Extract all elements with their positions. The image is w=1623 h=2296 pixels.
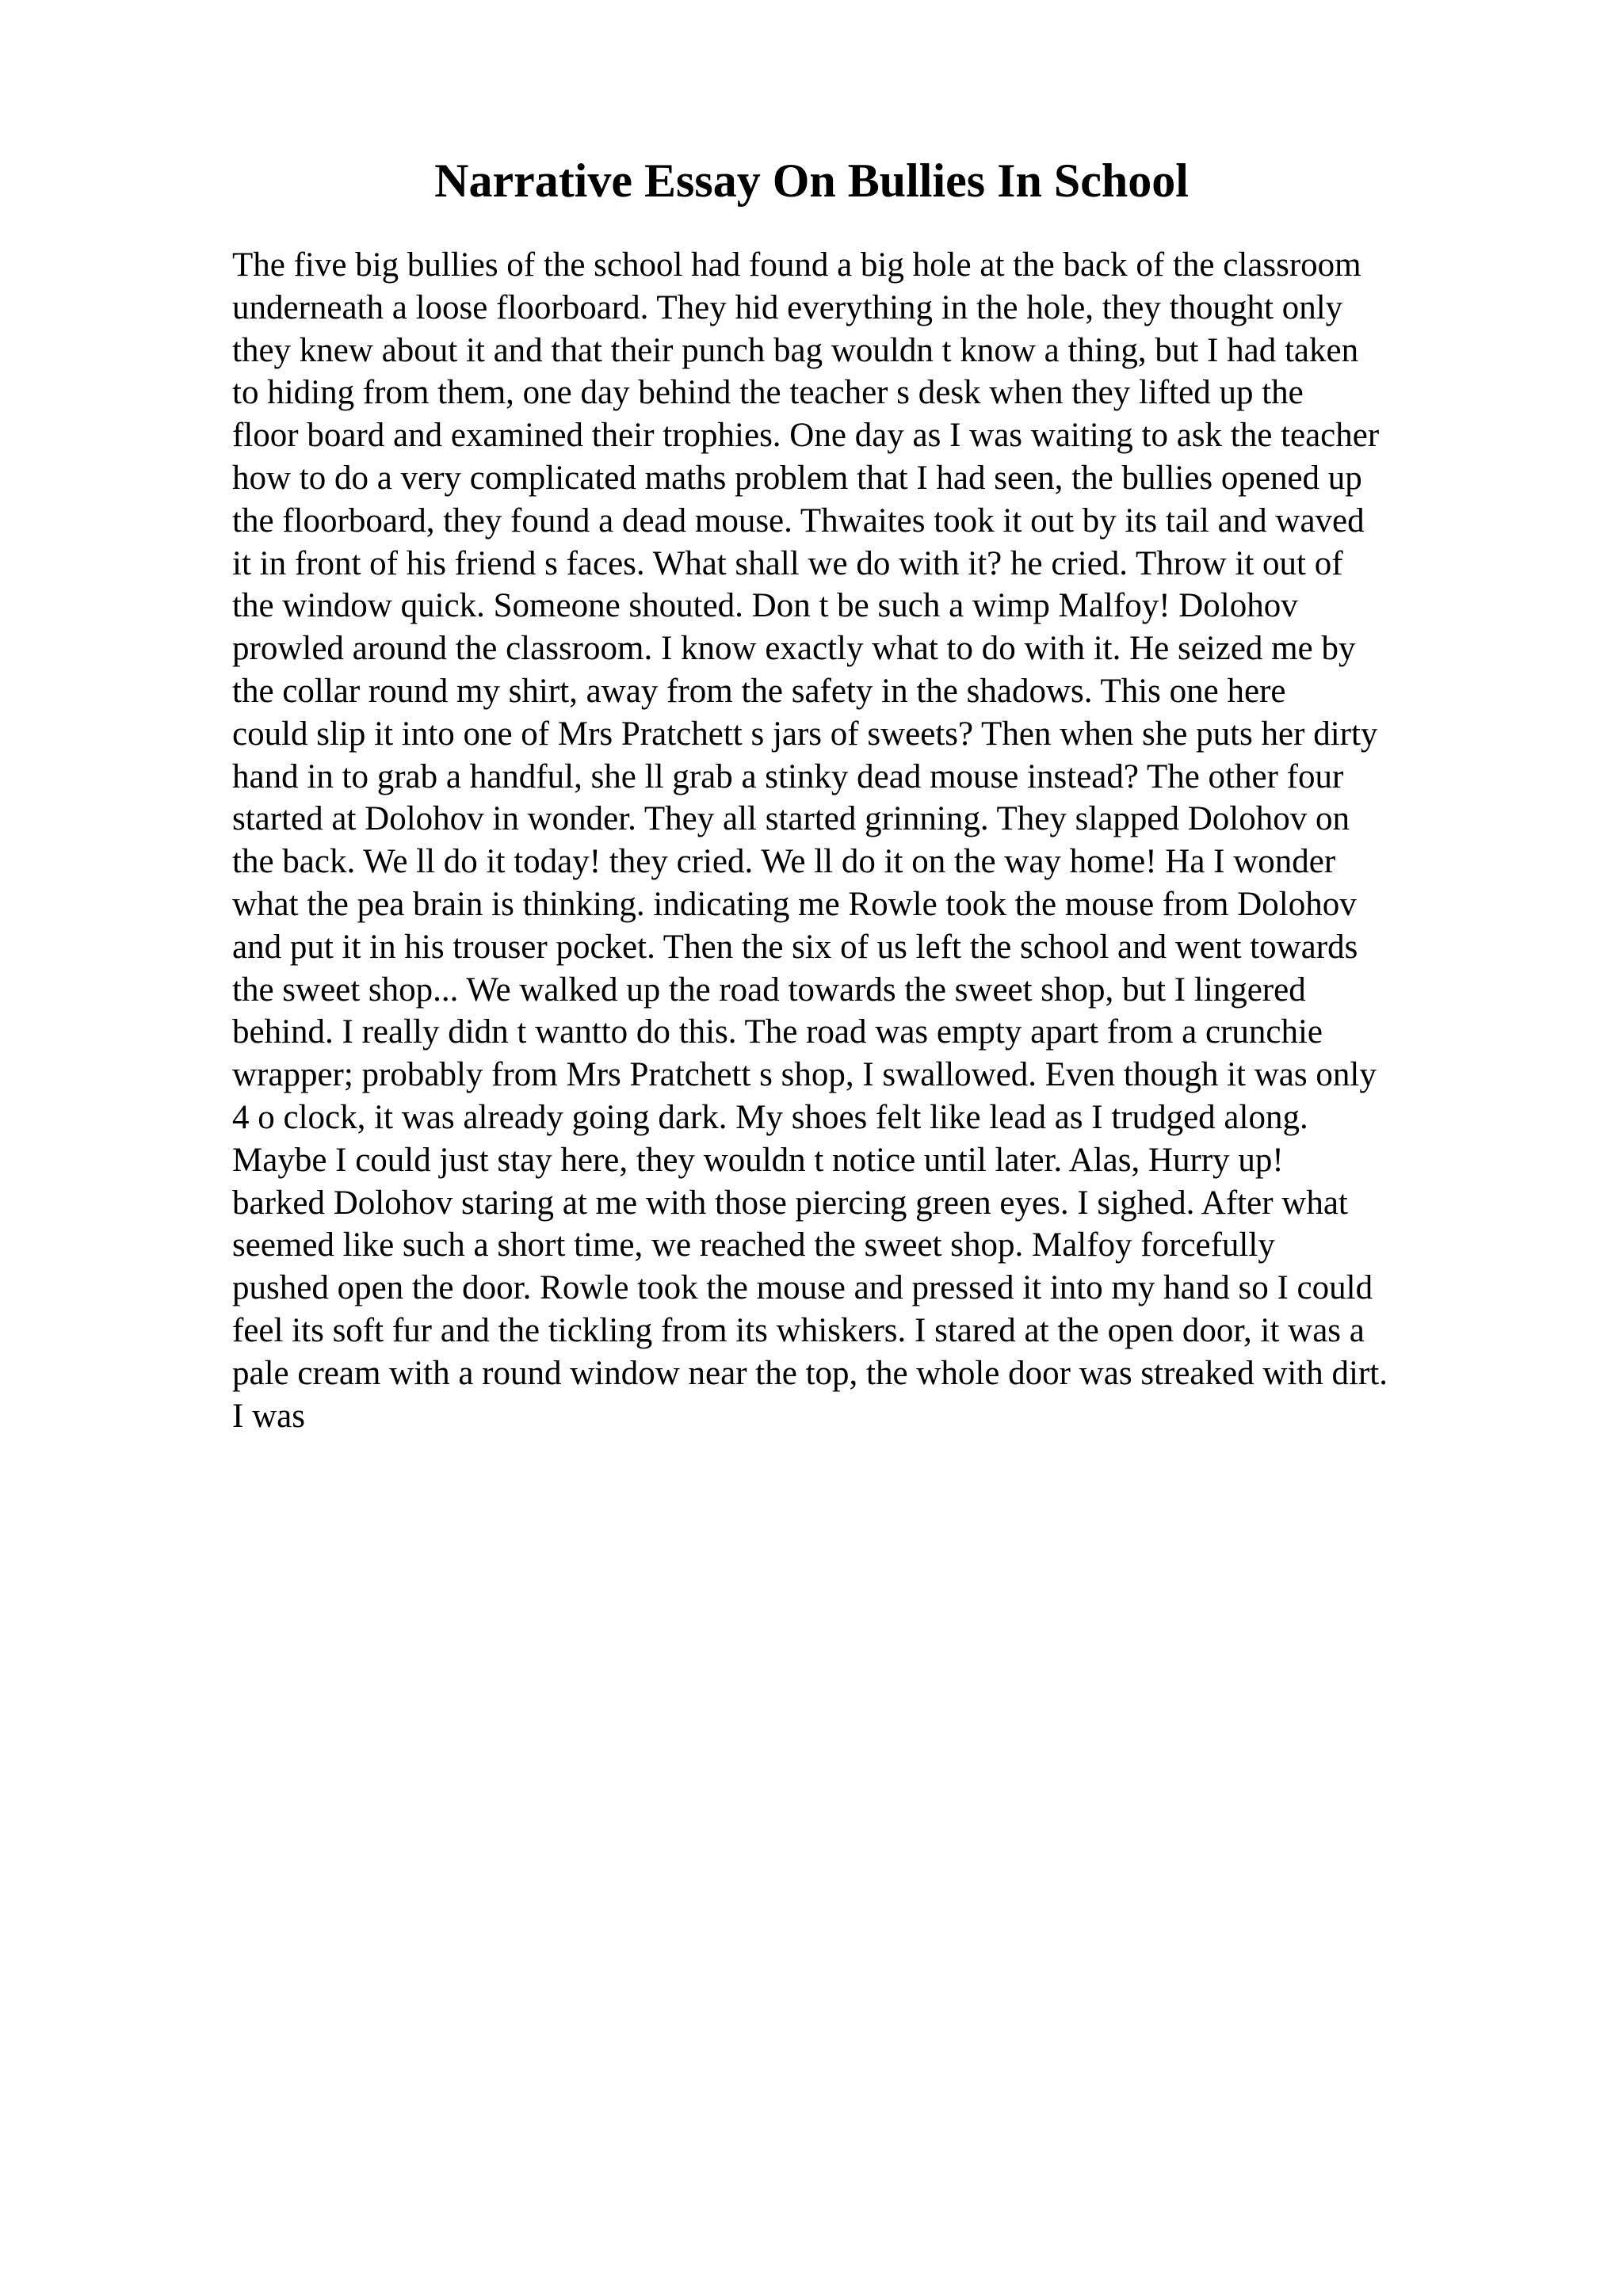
- essay-line: could slip it into one of Mrs Pratchett s jars of sweets? Then when she puts her dirty: [232, 715, 1378, 753]
- essay-line: the back. We ll do it today! they cried. We ll do it on the way home! Ha I wonder: [232, 843, 1336, 881]
- essay-line: and put it in his trouser pocket. Then the six of us left the school and went towards: [232, 928, 1358, 966]
- essay-line: pushed open the door. Rowle took the mouse and pressed it into my hand so I could: [232, 1269, 1373, 1307]
- essay-line: Maybe I could just stay here, they wouldn t notice until later. Alas, Hurry up!: [232, 1141, 1284, 1179]
- essay-line: started at Dolohov in wonder. They all started grinning. They slapped Dolohov on: [232, 800, 1350, 838]
- essay-line: The five big bullies of the school had found a big hole at the back of the classroom: [232, 246, 1361, 284]
- essay-line: hand in to grab a handful, she ll grab a stinky dead mouse instead? The other four: [232, 757, 1344, 795]
- essay-line: it in front of his friend s faces. What shall we do with it? he cried. Throw it out of: [232, 544, 1343, 582]
- essay-line: seemed like such a short time, we reached the sweet shop. Malfoy forcefully: [232, 1226, 1275, 1264]
- essay-line: wrapper; probably from Mrs Pratchett s shop, I swallowed. Even though it was only: [232, 1056, 1377, 1094]
- essay-line: prowled around the classroom. I know exactly what to do with it. He seized me by: [232, 630, 1356, 668]
- essay-line: they knew about it and that their punch bag wouldn t know a thing, but I had taken: [232, 331, 1359, 369]
- essay-line: 4 o clock, it was already going dark. My shoes felt like lead as I trudged along.: [232, 1098, 1308, 1136]
- essay-line: what the pea brain is thinking. indicating me Rowle took the mouse from Dolohov: [232, 885, 1357, 923]
- essay-line: to hiding from them, one day behind the teacher s desk when they lifted up the: [232, 374, 1304, 412]
- essay-line: the floorboard, they found a dead mouse. Thwaites took it out by its tail and waved: [232, 502, 1365, 540]
- essay-line: underneath a loose floorboard. They hid everything in the hole, they thought only: [232, 288, 1343, 326]
- essay-body: [232, 244, 1516, 1437]
- essay-line: behind. I really didn t wantto do this. The road was empty apart from a crunchie: [232, 1013, 1323, 1051]
- essay-line: barked Dolohov staring at me with those piercing green eyes. I sighed. After what: [232, 1184, 1348, 1222]
- essay-line: I was: [232, 1397, 305, 1435]
- essay-line: how to do a very complicated maths problem that I had seen, the bullies opened up: [232, 459, 1362, 497]
- essay-line: feel its soft fur and the tickling from its whiskers. I stared at the open door, it was a: [232, 1311, 1365, 1349]
- essay-line: the collar round my shirt, away from the safety in the shadows. This one here: [232, 672, 1286, 710]
- essay-line: floor board and examined their trophies. One day as I was waiting to ask the teacher: [232, 417, 1380, 455]
- essay-line: pale cream with a round window near the top, the whole door was streaked with dirt.: [232, 1354, 1388, 1392]
- document-title: Narrative Essay On Bullies In School: [434, 154, 1189, 207]
- essay-line: the window quick. Someone shouted. Don t be such a wimp Malfoy! Dolohov: [232, 587, 1298, 625]
- essay-line: the sweet shop... We walked up the road towards the sweet shop, but I lingered: [232, 971, 1306, 1009]
